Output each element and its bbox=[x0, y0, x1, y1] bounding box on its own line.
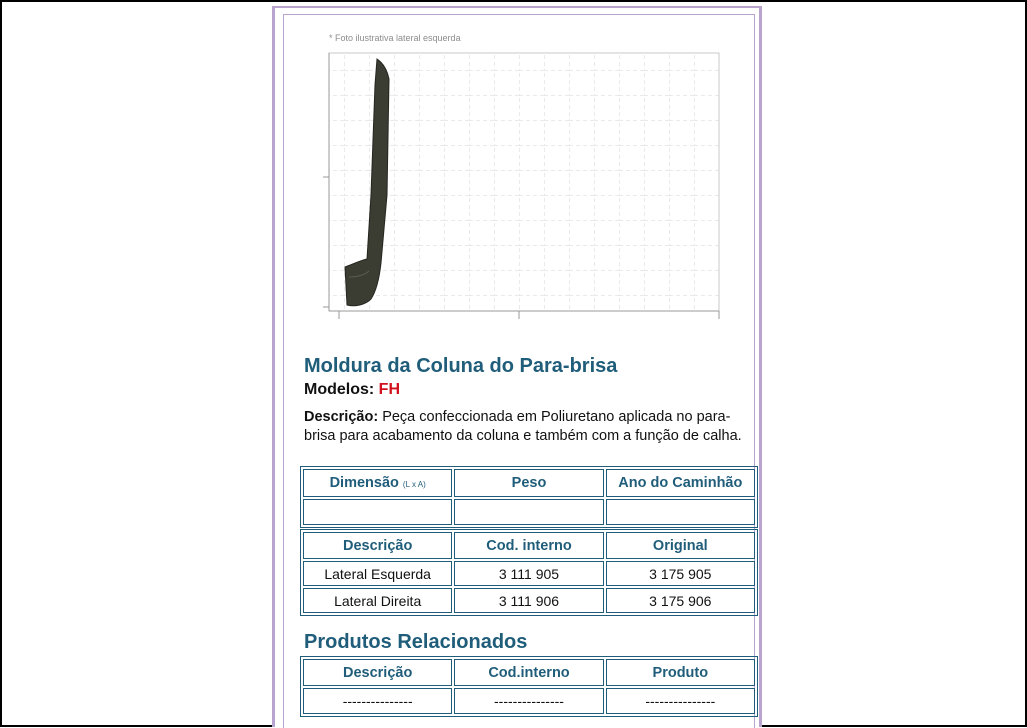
header-ano: Ano do Caminhão bbox=[606, 469, 755, 497]
codes-table bbox=[300, 529, 758, 616]
cell-cod-interno: --------------- bbox=[454, 688, 603, 714]
description-text: Peça confeccionada em Poliuretano aplicada no para-brisa para acabamento da coluna e também com a função de calha. bbox=[304, 409, 742, 444]
cell-cod-interno: 3 111 906 bbox=[454, 588, 603, 613]
header-cod-interno: Cod.interno bbox=[454, 659, 603, 686]
cell-original: 3 175 905 bbox=[606, 561, 755, 586]
cell-original: 3 175 906 bbox=[606, 588, 755, 613]
dimension-unit: (L x A) bbox=[402, 480, 426, 489]
photo-note: * Foto ilustrativa lateral esquerda bbox=[329, 33, 461, 43]
product-panel bbox=[272, 6, 762, 727]
product-description bbox=[304, 408, 744, 446]
header-produto: Produto bbox=[606, 659, 755, 686]
cell-descricao: --------------- bbox=[303, 688, 452, 714]
models-label: Modelos: bbox=[304, 381, 375, 398]
header-dimensao: Dimensão (L x A) bbox=[303, 469, 452, 497]
specs-table bbox=[300, 466, 758, 528]
table-row bbox=[303, 561, 755, 586]
header-peso: Peso bbox=[454, 469, 603, 497]
cell-cod-interno: 3 111 905 bbox=[454, 561, 603, 586]
cell-peso bbox=[454, 499, 603, 525]
table-row bbox=[303, 688, 755, 714]
table-row bbox=[303, 499, 755, 525]
header-cod-interno: Cod. interno bbox=[454, 532, 603, 559]
cell-descricao: Lateral Direita bbox=[303, 588, 452, 613]
related-products-title: Produtos Relacionados bbox=[304, 631, 528, 653]
cell-ano bbox=[606, 499, 755, 525]
product-title: Moldura da Coluna do Para-brisa bbox=[304, 355, 618, 377]
cell-produto: --------------- bbox=[606, 688, 755, 714]
product-photo bbox=[319, 45, 729, 325]
cell-descricao: Lateral Esquerda bbox=[303, 561, 452, 586]
models-value: FH bbox=[378, 381, 400, 398]
cell-dimensao bbox=[303, 499, 452, 525]
table-row bbox=[303, 588, 755, 613]
description-label: Descrição: bbox=[304, 409, 379, 425]
product-card bbox=[283, 14, 755, 728]
header-descricao: Descrição bbox=[303, 659, 452, 686]
models-line bbox=[304, 381, 400, 399]
header-original: Original bbox=[606, 532, 755, 559]
header-descricao: Descrição bbox=[303, 532, 452, 559]
related-products-table bbox=[300, 656, 758, 717]
